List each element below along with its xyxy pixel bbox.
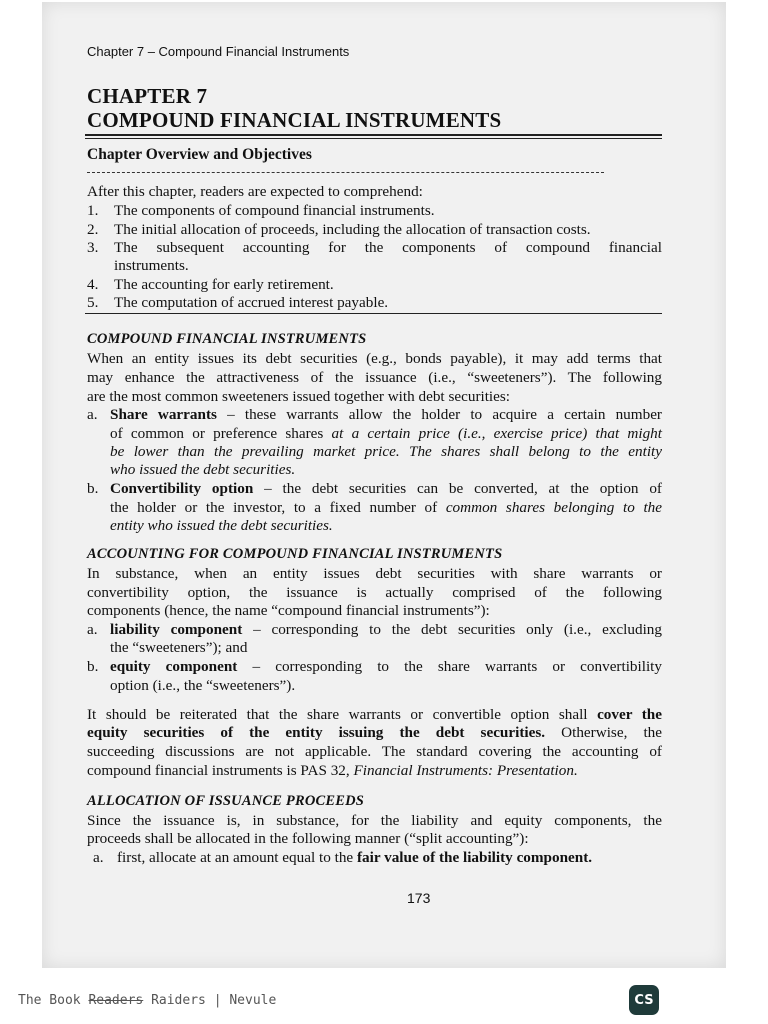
- list-text: – corresponding to the debt securities only (i.e., excluding: [242, 621, 662, 638]
- paragraph-line: may enhance the attractiveness of the issuance (i.e., “sweeteners”). The following: [87, 369, 662, 386]
- objective-item: [87, 276, 662, 294]
- objective-number: 4.: [87, 276, 99, 293]
- list-text-italic: common shares belonging to the: [445, 499, 663, 516]
- list-item-allocation: [87, 849, 662, 867]
- list-letter: b.: [87, 480, 99, 497]
- list-text-italic: entity who issued the debt securities.: [110, 517, 333, 534]
- paragraph-line: [87, 762, 662, 780]
- paragraph-text: compound financial instruments is PAS 32,: [87, 762, 354, 779]
- page-number: 173: [407, 890, 431, 906]
- paragraph-line: Since the issuance is, in substance, for the liability and equity components, the: [87, 812, 662, 829]
- list-item-line: [87, 499, 662, 517]
- list-letter: a.: [93, 849, 104, 866]
- paragraph-line: convertibility option, the issuance is actually comprised of the following: [87, 584, 662, 601]
- paragraph-bold: equity securities of the entity issuing the debt securities.: [87, 724, 546, 741]
- list-item-line: [87, 517, 662, 535]
- term-bold: Share warrants: [110, 406, 217, 423]
- objective-number: 3.: [87, 239, 99, 256]
- objective-number: 2.: [87, 221, 99, 238]
- dashed-divider: [87, 172, 604, 173]
- objective-text: instruments.: [114, 257, 189, 274]
- objective-item: [87, 294, 662, 312]
- paragraph-line: [87, 724, 662, 742]
- paragraph-text: Otherwise, the: [545, 724, 663, 741]
- credit-text: Raiders | Nevule: [143, 993, 277, 1008]
- objective-text: The initial allocation of proceeds, including the allocation of transaction costs.: [114, 221, 591, 238]
- paragraph-line: components (hence, the name “compound financial instruments”):: [87, 602, 490, 619]
- list-item-liability: [87, 621, 662, 639]
- list-text: of common or preference shares: [110, 425, 332, 442]
- list-item-equity: [87, 658, 662, 676]
- camscanner-logo-icon: CS: [629, 985, 659, 1015]
- scanned-page: [42, 2, 726, 968]
- objective-text: The components of compound financial instruments.: [114, 202, 435, 219]
- list-text: first, allocate at an amount equal to the: [117, 849, 357, 866]
- list-item-convertibility: [87, 480, 662, 498]
- paragraph-line: are the most common sweeteners issued together with debt securities:: [87, 388, 511, 405]
- objective-text: The subsequent accounting for the components of compound financial: [114, 239, 662, 256]
- list-text-italic: who issued the debt securities.: [110, 461, 296, 478]
- list-text: the holder or the investor, to a fixed number of: [110, 499, 446, 516]
- paragraph-italic: Financial Instruments: Presentation.: [353, 762, 578, 779]
- objective-item: [87, 202, 662, 220]
- paragraph-line: succeeding discussions are not applicable. The standard covering the accounting of: [87, 743, 662, 760]
- chapter-number: CHAPTER 7: [87, 84, 208, 108]
- paragraph-line: proceeds shall be allocated in the following manner (“split accounting”):: [87, 830, 529, 847]
- list-item-share-warrants: [87, 406, 662, 424]
- term-bold: equity component: [110, 658, 238, 675]
- paragraph-line: When an entity issues its debt securities (e.g., bonds payable), it may add terms that: [87, 350, 662, 367]
- objective-number: 5.: [87, 294, 99, 311]
- paragraph-bold: cover the: [597, 706, 662, 723]
- title-rule: [85, 134, 662, 136]
- term-bold: Convertibility option: [110, 480, 254, 497]
- section-heading: COMPOUND FINANCIAL INSTRUMENTS: [87, 331, 367, 347]
- list-text: – corresponding to the share warrants or convertibility: [237, 658, 662, 675]
- list-letter: a.: [87, 621, 98, 638]
- list-text: – these warrants allow the holder to acquire a certain number: [216, 406, 662, 423]
- list-letter: b.: [87, 658, 99, 675]
- section-heading: ACCOUNTING FOR COMPOUND FINANCIAL INSTRUMENTS: [87, 546, 503, 562]
- objective-item: [87, 239, 662, 257]
- running-head: Chapter 7 – Compound Financial Instruments: [87, 44, 350, 59]
- objective-item: [87, 221, 662, 239]
- list-item-line: [87, 461, 662, 479]
- overview-rule: [85, 313, 662, 314]
- objective-text: The computation of accrued interest payable.: [114, 294, 389, 311]
- paragraph-text: It should be reiterated that the share warrants or convertible option shall: [87, 706, 598, 723]
- list-text-italic: at a certain price (i.e., exercise price) that might: [331, 425, 662, 442]
- objective-text-cont: [87, 257, 662, 275]
- list-item-line: [87, 425, 662, 443]
- list-letter: a.: [87, 406, 98, 423]
- list-item-line: [87, 443, 662, 461]
- title-rule-thin: [85, 138, 662, 139]
- list-text-bold: fair value of the liability component.: [356, 849, 593, 866]
- overview-heading: Chapter Overview and Objectives: [87, 146, 312, 163]
- footer-credit: [18, 993, 276, 1008]
- list-item-line: option (i.e., the “sweeteners”).: [110, 677, 296, 694]
- credit-struck-text: Readers: [88, 993, 144, 1008]
- overview-intro: After this chapter, readers are expected to comprehend:: [87, 183, 423, 200]
- list-text: – the debt securities can be converted, at the option of: [253, 480, 662, 497]
- paragraph-line: [87, 706, 662, 724]
- credit-text: The Book: [18, 993, 89, 1008]
- list-text-italic: be lower than the prevailing market price. The shares shall belong to the entity: [110, 443, 662, 460]
- objective-text: The accounting for early retirement.: [114, 276, 334, 293]
- term-bold: liability component: [110, 621, 243, 638]
- objective-number: 1.: [87, 202, 99, 219]
- paragraph-line: In substance, when an entity issues debt securities with share warrants or: [87, 565, 662, 582]
- chapter-title: COMPOUND FINANCIAL INSTRUMENTS: [87, 108, 502, 132]
- list-item-line: the “sweeteners”); and: [110, 639, 248, 656]
- section-heading: ALLOCATION OF ISSUANCE PROCEEDS: [87, 793, 365, 809]
